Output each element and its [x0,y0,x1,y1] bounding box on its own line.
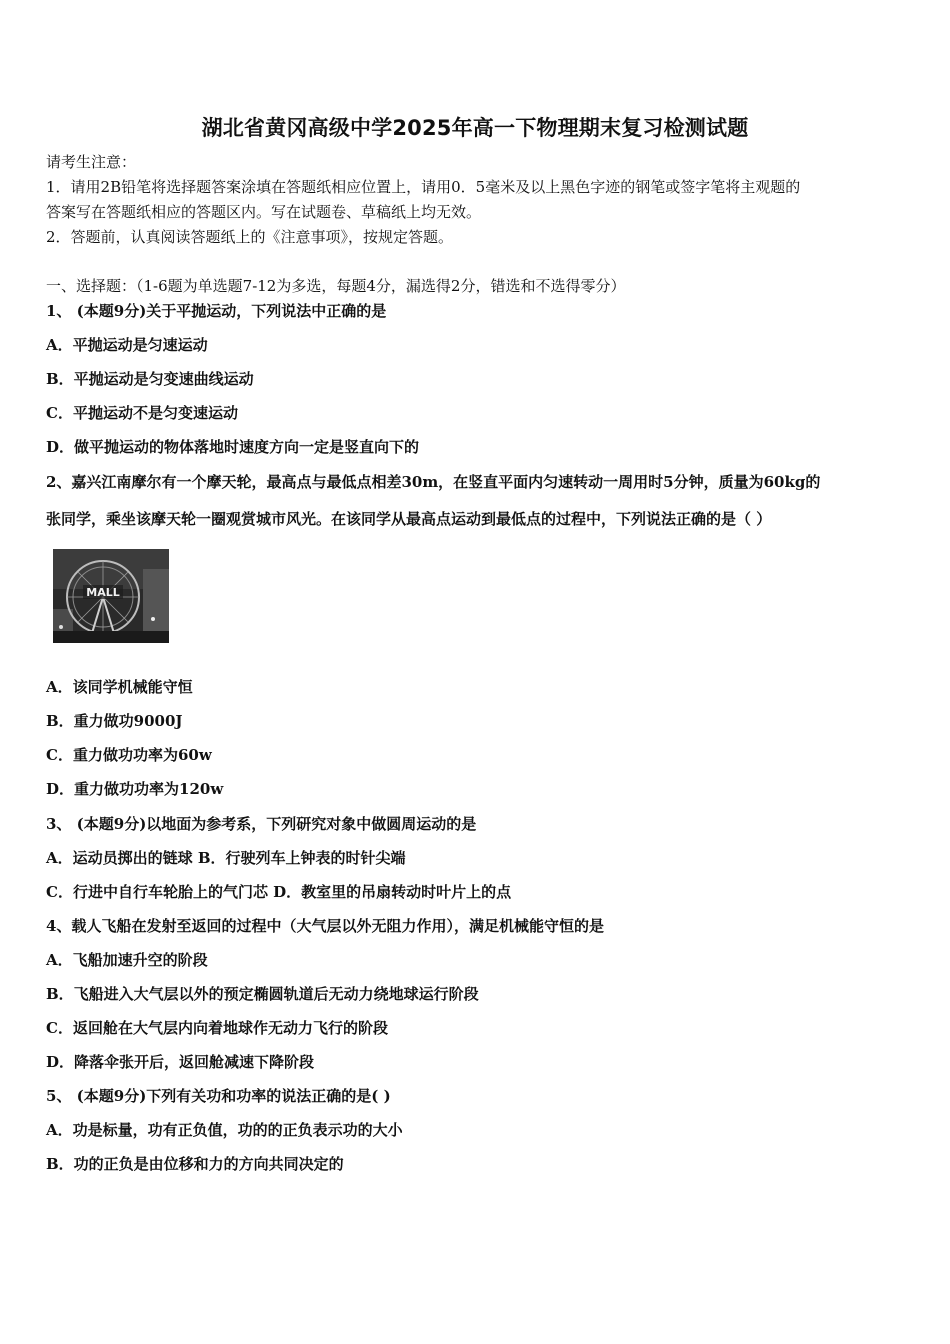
question-1-option-c: C．平抛运动不是匀变速运动 [46,404,238,422]
question-2-option-c: C．重力做功功率为60w [46,746,212,764]
question-4-option-d: D．降落伞张开后，返回舱减速下降阶段 [46,1053,315,1071]
question-5-option-b: B．功的正负是由位移和力的方向共同决定的 [46,1155,344,1173]
question-3-options-cd: C．行进中自行车轮胎上的气门芯 D．教室里的吊扇转动时叶片上的点 [46,883,512,901]
question-2-option-d: D．重力做功功率为120w [46,780,224,798]
question-4-option-c: C．返回舱在大气层内向着地球作无动力飞行的阶段 [46,1019,388,1037]
question-2-option-a: A．该同学机械能守恒 [46,678,193,696]
question-3-stem: 3、 (本题9分)以地面为参考系，下列研究对象中做圆周运动的是 [46,815,477,833]
question-4-option-a: A．飞船加速升空的阶段 [46,951,208,969]
page-title: 湖北省黄冈高级中学2025年高一下物理期末复习检测试题 [201,116,749,140]
notice-line: 1．请用2B铅笔将选择题答案涂填在答题纸相应位置上，请用0．5毫米及以上黑色字迹的钢笔或签字笔将主观题的 [46,178,801,196]
question-4-option-b: B．飞船进入大气层以外的预定椭圆轨道后无动力绕地球运行阶段 [46,985,479,1003]
question-1-stem: 1、 (本题9分)关于平抛运动，下列说法中正确的是 [46,302,387,320]
question-2-stem: 2、嘉兴江南摩尔有一个摩天轮，最高点与最低点相差30m，在竖直平面内匀速转动一周用时5分钟，质量为60kg的 [46,473,821,491]
notice-heading: 请考生注意： [46,153,137,171]
section-heading: 一、选择题：（1-6题为单选题7-12为多选，每题4分，漏选得2分，错选和不选得零分） [46,277,626,295]
photo-sign-text: MALL [86,586,120,599]
question-2-stem-continued: 张同学，乘坐该摩天轮一圈观赏城市风光。在该同学从最高点运动到最低点的过程中，下列说法正确的是（ ） [46,510,772,528]
notice-line: 答案写在答题纸相应的答题区内。写在试题卷、草稿纸上均无效。 [46,203,482,221]
ferris-wheel-photo [53,549,169,643]
question-4-stem: 4、载人飞船在发射至返回的过程中（大气层以外无阻力作用），满足机械能守恒的是 [46,917,604,935]
question-3-options-ab: A．运动员掷出的链球 B．行驶列车上钟表的时针尖端 [46,849,406,867]
notice-line: 2．答题前，认真阅读答题纸上的《注意事项》，按规定答题。 [46,228,454,246]
question-1-option-b: B．平抛运动是匀变速曲线运动 [46,370,254,388]
question-2-option-b: B．重力做功9000J [46,712,183,730]
question-1-option-a: A．平抛运动是匀速运动 [46,336,208,354]
ferris-wheel-image [53,549,169,643]
question-5-stem: 5、 (本题9分)下列有关功和功率的说法正确的是( ) [46,1087,391,1105]
question-5-option-a: A．功是标量，功有正负值，功的的正负表示功的大小 [46,1121,403,1139]
question-1-option-d: D．做平抛运动的物体落地时速度方向一定是竖直向下的 [46,438,420,456]
